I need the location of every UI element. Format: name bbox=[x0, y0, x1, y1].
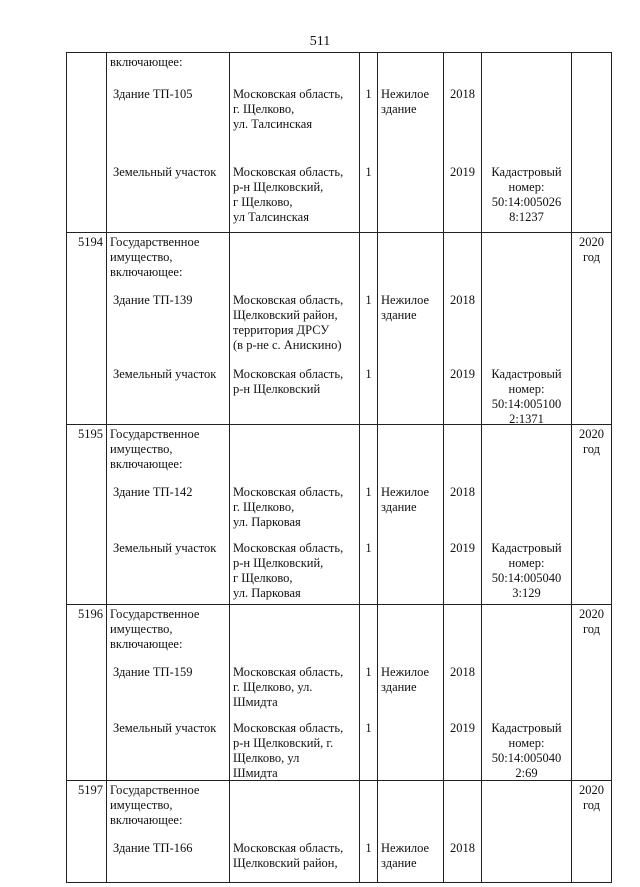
entry-name bbox=[107, 53, 230, 233]
text-line: Шмидта bbox=[233, 766, 278, 780]
cell-block bbox=[485, 541, 568, 603]
text-line: Московская область, bbox=[233, 541, 344, 555]
text-line: 50:14:005040 bbox=[491, 751, 562, 765]
text-line: Кадастровый bbox=[491, 541, 562, 555]
entry-number: 5197 bbox=[67, 781, 107, 883]
text-line: Здание ТП-139 bbox=[113, 293, 193, 307]
cell-block bbox=[110, 841, 226, 881]
text-line: 2020 bbox=[579, 783, 604, 797]
cell-block bbox=[110, 87, 226, 165]
text-line: Московская область, bbox=[233, 87, 344, 101]
text-line: включающее: bbox=[110, 457, 183, 471]
cell-block bbox=[485, 721, 568, 779]
entry-period bbox=[572, 425, 612, 605]
text-line: Государственное bbox=[110, 235, 200, 249]
text-line: г. Щелково, bbox=[233, 500, 295, 514]
entry-period bbox=[572, 233, 612, 425]
cell-block bbox=[233, 607, 356, 665]
cell-block bbox=[233, 87, 356, 165]
cell-block bbox=[447, 367, 478, 423]
text-line: 2019 bbox=[450, 541, 475, 555]
cell-block bbox=[363, 607, 374, 665]
cell-block bbox=[233, 55, 356, 87]
item-address bbox=[230, 425, 360, 605]
cell-block bbox=[110, 607, 226, 665]
cell-block bbox=[233, 427, 356, 485]
cell-block bbox=[485, 665, 568, 721]
cell-block bbox=[381, 55, 440, 87]
cell-block bbox=[447, 235, 478, 293]
text-line: имущество, bbox=[110, 622, 173, 636]
cell-block bbox=[447, 427, 478, 485]
text-line: г. Щелково, bbox=[233, 102, 295, 116]
text-line: 1 bbox=[365, 87, 372, 101]
text-line: Государственное bbox=[110, 607, 200, 621]
cell-block bbox=[447, 665, 478, 721]
cell-block bbox=[110, 783, 226, 841]
item-year bbox=[444, 781, 482, 883]
text-line: Государственное bbox=[110, 783, 200, 797]
entry-number: 5196 bbox=[67, 605, 107, 781]
text-line: Московская область, bbox=[233, 721, 344, 735]
item-quantity bbox=[360, 605, 378, 781]
cell-block bbox=[233, 665, 356, 721]
text-line: Кадастровый bbox=[491, 367, 562, 381]
entry-period bbox=[572, 781, 612, 883]
text-line: 1 bbox=[365, 485, 372, 499]
cell-block bbox=[363, 235, 374, 293]
cell-block bbox=[110, 541, 226, 603]
text-line: Московская область, bbox=[233, 367, 344, 381]
text-line: Московская область, bbox=[233, 165, 344, 179]
entry-number bbox=[67, 53, 107, 233]
cell-block bbox=[110, 235, 226, 293]
text-line: включающее: bbox=[110, 265, 183, 279]
item-note bbox=[482, 425, 572, 605]
item-year bbox=[444, 233, 482, 425]
cell-block bbox=[447, 87, 478, 165]
cell-block bbox=[381, 841, 440, 881]
cell-block bbox=[233, 485, 356, 541]
cell-block bbox=[485, 783, 568, 841]
cell-block bbox=[485, 87, 568, 165]
text-line: 50:14:005040 bbox=[491, 571, 562, 585]
item-type bbox=[378, 781, 444, 883]
text-line: Здание ТП-166 bbox=[113, 841, 193, 855]
cell-block bbox=[485, 841, 568, 881]
text-line: г Щелково, bbox=[233, 195, 293, 209]
cell-block bbox=[447, 607, 478, 665]
text-line: год bbox=[582, 798, 601, 812]
cell-block bbox=[381, 541, 440, 603]
text-line: р-н Щелковский, bbox=[233, 180, 324, 194]
item-type bbox=[378, 233, 444, 425]
item-note bbox=[482, 233, 572, 425]
text-line: Земельный участок bbox=[113, 367, 217, 381]
text-line: р-н Щелковский, bbox=[233, 556, 324, 570]
table-row bbox=[67, 53, 612, 233]
entry-period bbox=[572, 605, 612, 781]
cell-block bbox=[233, 721, 356, 779]
text-line: включающее: bbox=[110, 637, 183, 651]
text-line: год bbox=[582, 250, 601, 264]
table-row bbox=[67, 233, 612, 425]
entry-number: 5195 bbox=[67, 425, 107, 605]
item-address bbox=[230, 605, 360, 781]
item-type bbox=[378, 425, 444, 605]
text-line: 1 bbox=[365, 665, 372, 679]
cell-block bbox=[447, 783, 478, 841]
text-line: ул. Парковая bbox=[233, 586, 301, 600]
text-line: Щелково, ул bbox=[233, 751, 300, 765]
cell-block bbox=[363, 783, 374, 841]
cell-block bbox=[381, 783, 440, 841]
item-note bbox=[482, 605, 572, 781]
item-quantity bbox=[360, 425, 378, 605]
cell-block bbox=[233, 293, 356, 367]
text-line: Земельный участок bbox=[113, 165, 217, 179]
text-line: Кадастровый bbox=[491, 165, 562, 179]
cell-block bbox=[381, 607, 440, 665]
cell-block bbox=[233, 841, 356, 881]
text-line: 2:1371 bbox=[509, 412, 544, 425]
cell-block bbox=[447, 485, 478, 541]
text-line: (в р-не с. Анискино) bbox=[233, 338, 342, 352]
cell-block bbox=[110, 665, 226, 721]
cell-block bbox=[447, 293, 478, 367]
cell-block bbox=[381, 485, 440, 541]
text-line: Государственное bbox=[110, 427, 200, 441]
cell-block bbox=[110, 721, 226, 779]
text-line: Щелковский район, bbox=[233, 856, 338, 870]
text-line: р-н Щелковский, г. bbox=[233, 736, 334, 750]
text-line: 1 bbox=[365, 841, 372, 855]
cell-block bbox=[363, 55, 374, 87]
entry-name bbox=[107, 781, 230, 883]
entry-period bbox=[572, 53, 612, 233]
text-line: Щелковский район, bbox=[233, 308, 338, 322]
text-line: номер: bbox=[508, 736, 545, 750]
entry-name bbox=[107, 233, 230, 425]
text-line: 2018 bbox=[450, 665, 475, 679]
cell-block bbox=[233, 783, 356, 841]
text-line: номер: bbox=[508, 180, 545, 194]
cell-block bbox=[447, 541, 478, 603]
cell-block bbox=[485, 165, 568, 231]
cell-block bbox=[110, 485, 226, 541]
item-type bbox=[378, 605, 444, 781]
item-type bbox=[378, 53, 444, 233]
text-line: 3:129 bbox=[512, 586, 541, 600]
text-line: Земельный участок bbox=[113, 721, 217, 735]
table-row bbox=[67, 781, 612, 883]
cell-block bbox=[110, 165, 226, 231]
text-line: номер: bbox=[508, 556, 545, 570]
item-year bbox=[444, 425, 482, 605]
text-line: ул. Талсинская bbox=[233, 117, 313, 131]
text-line: Здание ТП-159 bbox=[113, 665, 193, 679]
text-line: 2019 bbox=[450, 367, 475, 381]
text-line: 2020 bbox=[579, 427, 604, 441]
text-line: 1 bbox=[365, 293, 372, 307]
cell-block bbox=[381, 367, 440, 423]
cell-block bbox=[233, 235, 356, 293]
text-line: 50:14:005026 bbox=[491, 195, 562, 209]
text-line: здание bbox=[381, 680, 417, 694]
cell-block bbox=[363, 367, 374, 423]
cell-block bbox=[447, 55, 478, 87]
cell-block bbox=[233, 541, 356, 603]
cell-block bbox=[447, 841, 478, 881]
text-line: имущество, bbox=[110, 798, 173, 812]
text-line: 2:69 bbox=[515, 766, 538, 780]
text-line: 2018 bbox=[450, 485, 475, 499]
cell-block bbox=[485, 485, 568, 541]
text-line: Земельный участок bbox=[113, 541, 217, 555]
cell-block bbox=[363, 427, 374, 485]
cell-block bbox=[381, 165, 440, 231]
text-line: имущество, bbox=[110, 442, 173, 456]
text-line: Здание ТП-105 bbox=[113, 87, 193, 101]
cell-block bbox=[363, 293, 374, 367]
text-line: включающее: bbox=[110, 813, 183, 827]
cell-block bbox=[363, 721, 374, 779]
cell-block bbox=[381, 665, 440, 721]
text-line: р-н Щелковский bbox=[233, 382, 321, 396]
cell-block bbox=[485, 293, 568, 367]
cell-block bbox=[363, 87, 374, 165]
text-line: 2019 bbox=[450, 721, 475, 735]
cell-block bbox=[110, 55, 226, 87]
text-line: Московская область, bbox=[233, 293, 344, 307]
cell-block bbox=[110, 367, 226, 423]
text-line: 1 bbox=[365, 541, 372, 555]
text-line: 2018 bbox=[450, 293, 475, 307]
cell-block bbox=[363, 165, 374, 231]
text-line: Нежилое bbox=[381, 841, 430, 855]
cell-block bbox=[485, 607, 568, 665]
text-line: 2018 bbox=[450, 87, 475, 101]
cell-block bbox=[381, 721, 440, 779]
text-line: г. Щелково, ул. bbox=[233, 680, 313, 694]
entry-name bbox=[107, 425, 230, 605]
text-line: 2020 bbox=[579, 607, 604, 621]
cell-block bbox=[447, 721, 478, 779]
cell-block bbox=[381, 427, 440, 485]
text-line: здание bbox=[381, 102, 417, 116]
cell-block bbox=[485, 427, 568, 485]
entry-name bbox=[107, 605, 230, 781]
table-row bbox=[67, 605, 612, 781]
text-line: здание bbox=[381, 856, 417, 870]
cell-block bbox=[447, 165, 478, 231]
text-line: Нежилое bbox=[381, 293, 430, 307]
cell-block bbox=[233, 165, 356, 231]
text-line: здание bbox=[381, 500, 417, 514]
text-line: территория ДРСУ bbox=[233, 323, 330, 337]
cell-block bbox=[485, 235, 568, 293]
cell-block bbox=[363, 485, 374, 541]
item-quantity bbox=[360, 781, 378, 883]
text-line: ул. Парковая bbox=[233, 515, 301, 529]
text-line: 2020 bbox=[579, 235, 604, 249]
cell-block bbox=[110, 427, 226, 485]
text-line: год bbox=[582, 622, 601, 636]
cell-block bbox=[485, 55, 568, 87]
text-line: 2019 bbox=[450, 165, 475, 179]
text-line: номер: bbox=[508, 382, 545, 396]
table-row bbox=[67, 425, 612, 605]
text-line: Шмидта bbox=[233, 695, 278, 709]
text-line: имущество, bbox=[110, 250, 173, 264]
text-line: 8:1237 bbox=[509, 210, 544, 224]
cell-block bbox=[381, 293, 440, 367]
text-line: Московская область, bbox=[233, 841, 344, 855]
cell-block bbox=[233, 367, 356, 423]
text-line: Нежилое bbox=[381, 665, 430, 679]
cell-block bbox=[110, 293, 226, 367]
text-line: г Щелково, bbox=[233, 571, 293, 585]
item-quantity bbox=[360, 53, 378, 233]
item-address bbox=[230, 53, 360, 233]
item-note bbox=[482, 53, 572, 233]
text-line: Нежилое bbox=[381, 87, 430, 101]
text-line: Нежилое bbox=[381, 485, 430, 499]
text-line: Кадастровый bbox=[491, 721, 562, 735]
page-number: 511 bbox=[309, 34, 331, 49]
cell-block bbox=[363, 841, 374, 881]
text-line: 1 bbox=[365, 165, 372, 179]
item-address bbox=[230, 781, 360, 883]
text-line: 1 bbox=[365, 367, 372, 381]
text-line: включающее: bbox=[110, 55, 183, 69]
cell-block bbox=[363, 541, 374, 603]
cell-block bbox=[485, 367, 568, 423]
text-line: 1 bbox=[365, 721, 372, 735]
item-quantity bbox=[360, 233, 378, 425]
text-line: Московская область, bbox=[233, 485, 344, 499]
item-year bbox=[444, 605, 482, 781]
text-line: 2018 bbox=[450, 841, 475, 855]
cell-block bbox=[381, 235, 440, 293]
item-address bbox=[230, 233, 360, 425]
property-registry-table bbox=[66, 52, 612, 883]
cell-block bbox=[381, 87, 440, 165]
entry-number: 5194 bbox=[67, 233, 107, 425]
cell-block bbox=[363, 665, 374, 721]
text-line: ул Талсинская bbox=[233, 210, 309, 224]
text-line: Московская область, bbox=[233, 665, 344, 679]
text-line: год bbox=[582, 442, 601, 456]
item-note bbox=[482, 781, 572, 883]
text-line: Здание ТП-142 bbox=[113, 485, 193, 499]
item-year bbox=[444, 53, 482, 233]
text-line: здание bbox=[381, 308, 417, 322]
text-line: 50:14:005100 bbox=[491, 397, 562, 411]
